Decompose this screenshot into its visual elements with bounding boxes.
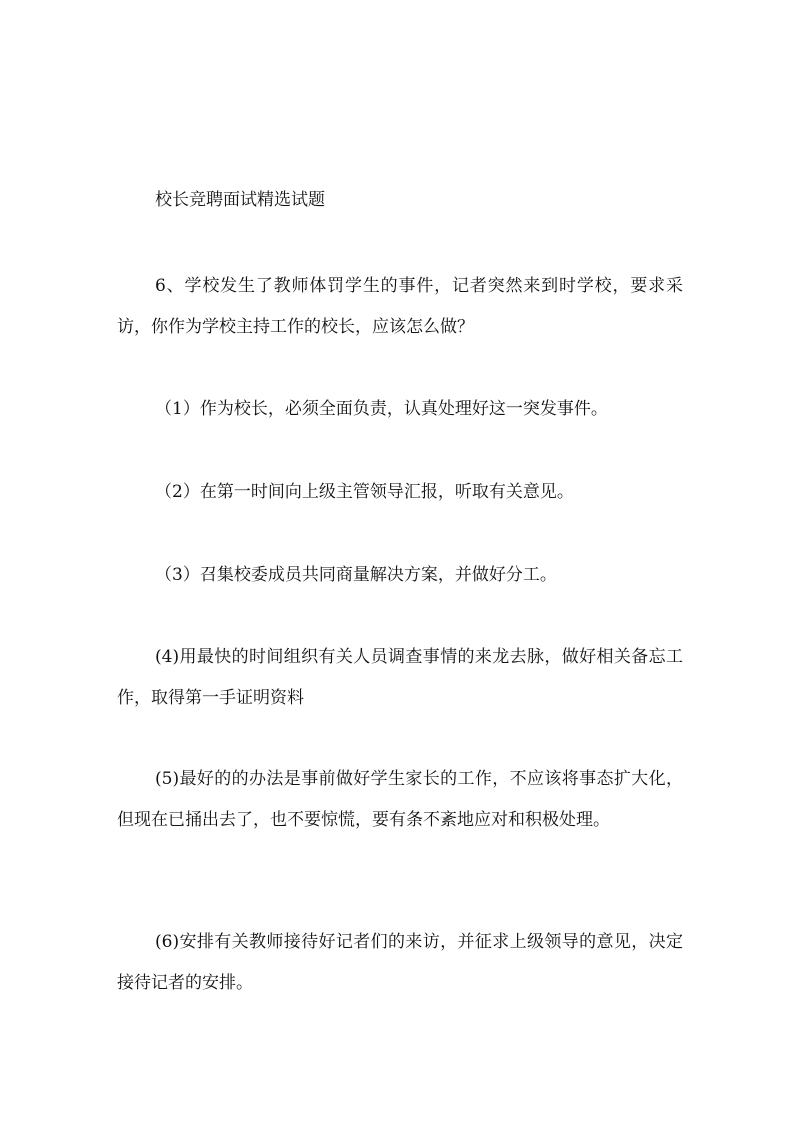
question-paragraph: 6、学校发生了教师体罚学生的事件，记者突然来到时学校，要求采访，你作为学校主持工作的校长，应该怎么做？ [117, 276, 683, 337]
answer-paragraph-1: （1）作为校长，必须全面负责，认真处理好这一突发事件。 [155, 399, 608, 419]
answer-paragraph-4: (4)用最快的时间组织有关人员调查事情的来龙去脉，做好相关备忘工作，取得第一手证明资料 [117, 647, 683, 708]
answer-paragraph-6: (6)安排有关教师接待好记者们的来访，并征求上级领导的意见，决定接待记者的安排。 [117, 932, 683, 993]
answer-paragraph-3: （3）召集校委成员共同商量解决方案，并做好分工。 [155, 565, 557, 585]
answer-paragraph-2: （2）在第一时间向上级主管领导汇报，听取有关意见。 [155, 482, 574, 502]
answer-paragraph-5: (5)最好的的办法是事前做好学生家长的工作，不应该将事态扩大化，但现在已捅出去了，也不要惊慌，要有条不紊地应对和积极处理。 [117, 769, 683, 830]
document-title: 校长竞聘面试精选试题 [155, 190, 325, 210]
